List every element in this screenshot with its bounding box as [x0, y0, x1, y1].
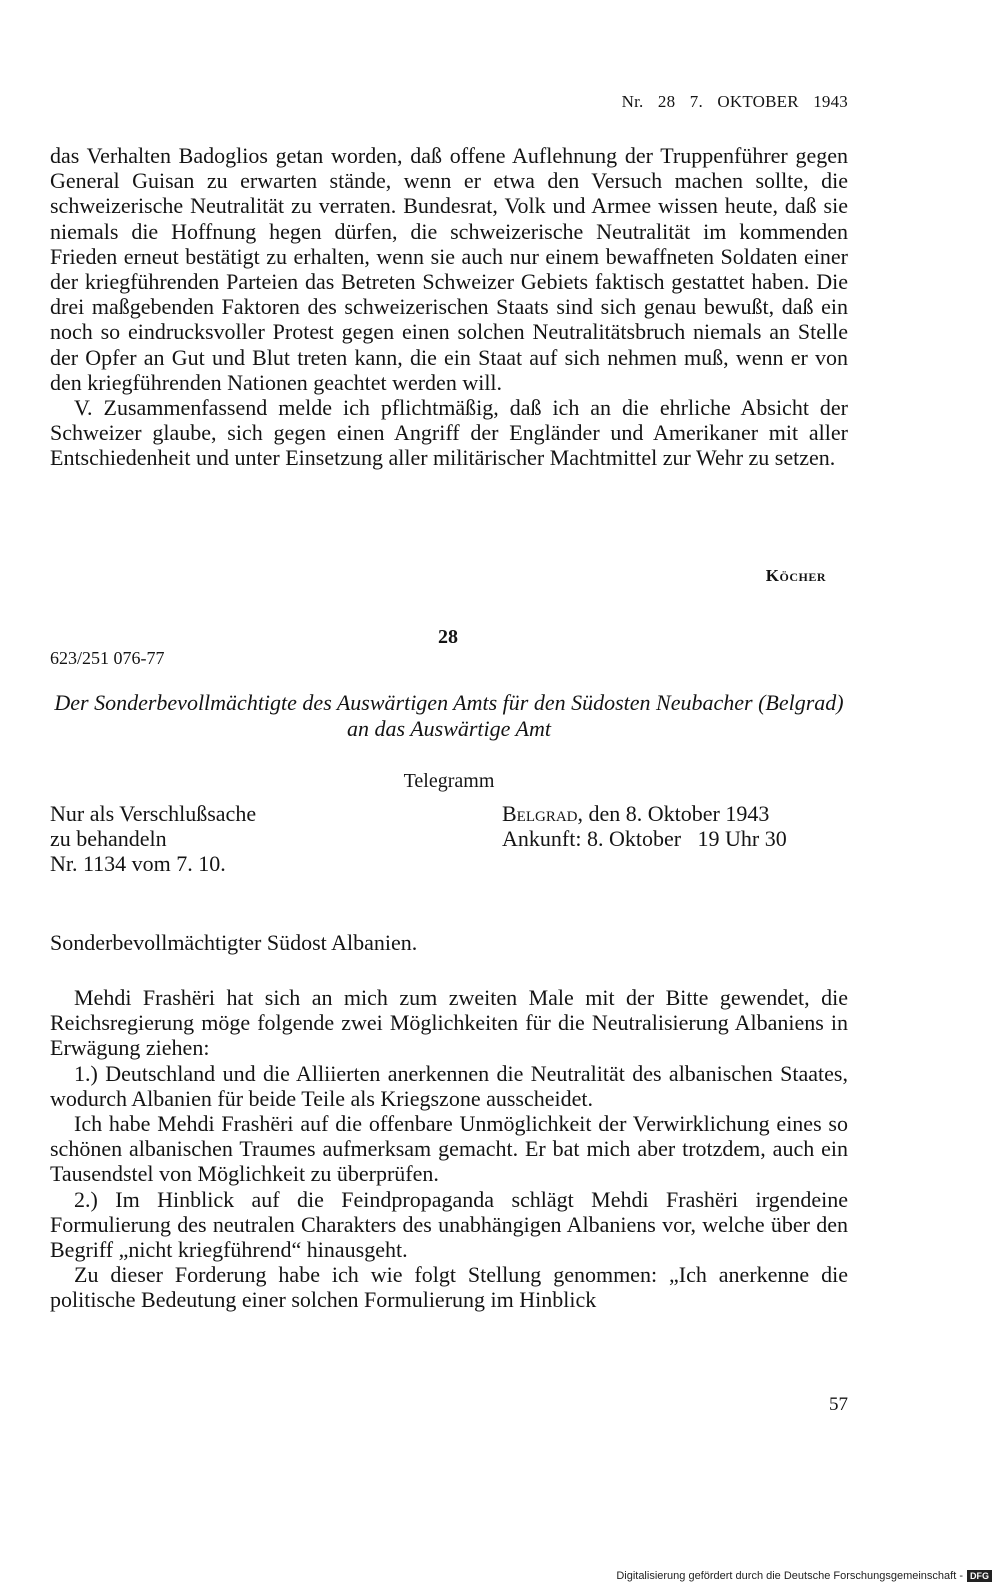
sent-line: [502, 801, 787, 826]
arrival-line: Ankunft: 8. Oktober 19 Uhr 30: [502, 826, 787, 852]
telegram-number: Nr. 1134 vom 7. 10.: [50, 851, 226, 877]
classification-line: Nur als Verschlußsache: [50, 801, 257, 826]
sent-date: , den 8. Oktober 1943: [577, 801, 770, 826]
body-text-block: [50, 985, 848, 1313]
body-paragraph: Zu dieser Forderung habe ich wie folgt Stellung genommen: „Ich anerkenne die politische Bedeutung einer solchen Formulierung im Hinblick: [50, 1262, 848, 1313]
document-number: 28: [438, 626, 458, 648]
dispatch-block: [502, 801, 787, 851]
document-type: Telegramm: [403, 770, 495, 792]
addressee: Sonderbevollmächtigter Südost Albanien.: [50, 930, 418, 955]
dfg-logo: DFG: [967, 1570, 992, 1582]
file-reference: 623/251 076-77: [50, 648, 165, 668]
paragraph-badoglio: das Verhalten Badoglios getan worden, daß offene Auflehnung der Truppenführer gegen General Guisan zu erwarten stände, wenn er etwa den Versuch machen sollte, die schweizerische Neutralität zu verraten. Bundesrat, Volk und Armee wissen heute, daß sie niemals die Hoffnung hegen dürfen, die schweizerische Neutralität im kommenden Frieden erneut bestätigt zu erhalten, wenn sie auch nur einem bewaffneten Soldaten einer der kriegführenden Parteien das Betreten Schweizer Gebiets faktisch gestattet haben. Die drei maßgebenden Faktoren des schweizerischen Staats sind sich genau bewußt, daß ein noch so eindrucksvoller Protest gegen einen solchen Neutralitätsbruch niemals an Stelle der Opfer an Gut und Blut treten kann, die ein Staat auf sich nehmen muß, wenn er von den kriegführenden Nationen geachtet werden will.: [50, 143, 848, 395]
paragraph-summary: V. Zusammenfassend melde ich pflichtmäßig, daß ich an die ehrliche Absicht der Schweizer glaube, sich gegen einen Angriff der Engländer und Amerikaner mit aller Entschiedenheit und unter Einsetzung aller militärischer Machtmittel zur Wehr zu setzen.: [50, 395, 848, 471]
classification-line: zu behandeln: [50, 826, 167, 852]
body-paragraph: 1.) Deutschland und die Alliierten anerkennen die Neutralität des albanischen Staates, wodurch Albanien für beide Teile als Kriegszone ausscheidet.: [50, 1060, 848, 1111]
digitization-footer: [616, 1570, 992, 1582]
footer-text: Digitalisierung gefördert durch die Deutsche Forschungsgemeinschaft -: [616, 1570, 963, 1582]
signature: Köcher: [765, 566, 826, 585]
body-paragraph: 2.) Im Hinblick auf die Feindpropaganda schlägt Mehdi Frashëri irgendeine Formulierung des neutralen Charakters des unabhängigen Albaniens vor, welche über den Begriff „nicht kriegführend“ hinausgeht.: [50, 1186, 848, 1263]
page-number: 57: [829, 1394, 848, 1415]
running-head: Nr. 28 7. OKTOBER 1943: [621, 92, 848, 111]
top-text-block: [50, 143, 848, 471]
place-name: Belgrad: [502, 801, 578, 826]
document-heading: Der Sonderbevollmächtigte des Auswärtigen Amts für den Südosten Neubacher (Belgrad) an das Auswärtige Amt: [54, 690, 844, 741]
body-paragraph: Ich habe Mehdi Frashëri auf die offenbare Unmöglichkeit der Verwirklichung eines so schönen albanischen Traumes aufmerksam gemacht. Er bat mich aber trotzdem, auch ein Tausendstel von Möglichkeit zu überprüfen.: [50, 1111, 848, 1187]
body-paragraph: Mehdi Frashëri hat sich an mich zum zweiten Male mit der Bitte gewendet, die Reichsregierung möge folgende zwei Möglichkeiten für die Neutralisierung Albaniens in Erwägung ziehen:: [50, 985, 848, 1061]
classification-block: [50, 801, 256, 877]
